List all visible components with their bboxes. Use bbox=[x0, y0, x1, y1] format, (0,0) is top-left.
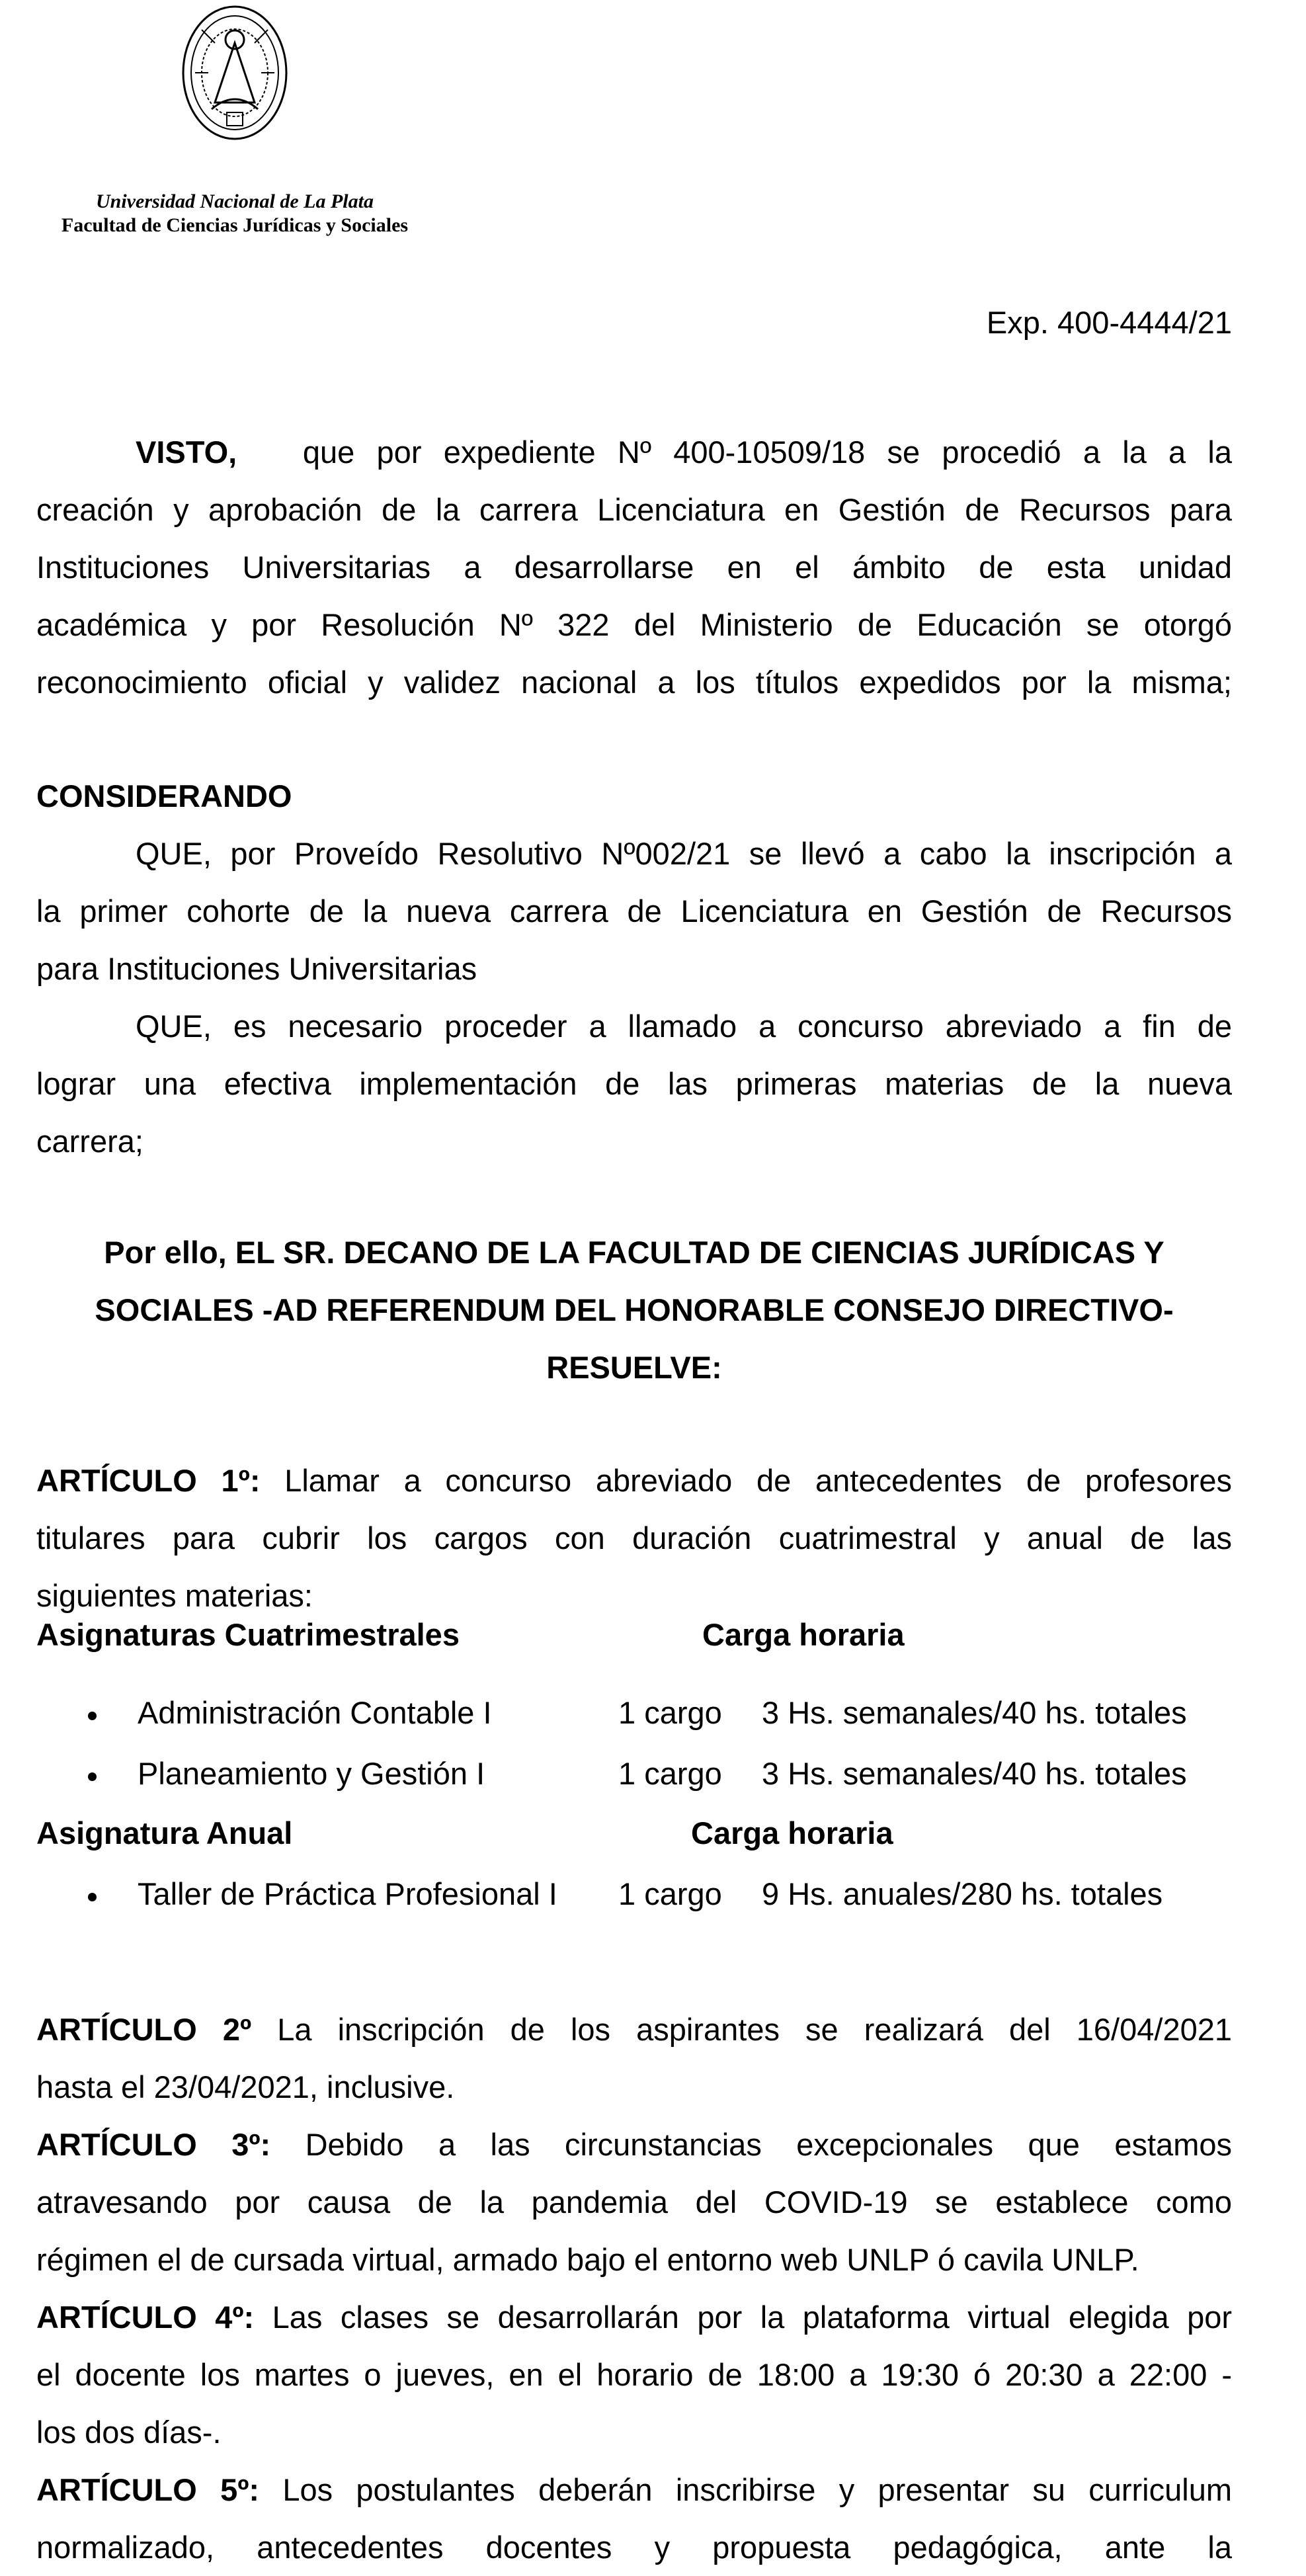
visto-label: VISTO, bbox=[136, 435, 237, 470]
institution-header bbox=[36, 190, 433, 237]
visto-paragraph bbox=[36, 423, 1232, 711]
articulos-2-5 bbox=[36, 2001, 1232, 2576]
resolution-line: SOCIALES -AD REFERENDUM DEL HONORABLE CONSEJO DIRECTIVO- bbox=[95, 1292, 1174, 1327]
resolution-heading bbox=[36, 1224, 1232, 1396]
university-name: Universidad Nacional de La Plata bbox=[96, 190, 374, 212]
articulo-1-line: Llamar a concurso abreviado de antecedentes de profesores bbox=[284, 1463, 1232, 1498]
subject-cargo: 1 cargo bbox=[618, 1876, 722, 1911]
subject-name: Planeamiento y Gestión I bbox=[138, 1756, 485, 1791]
subject-hours: 9 Hs. anuales/280 hs. totales bbox=[762, 1876, 1163, 1911]
articulo-2-line: hasta el 23/04/2021, inclusive. bbox=[36, 2069, 455, 2104]
considerando-line: QUE, es necesario proceder a llamado a concurso abreviado a fin de bbox=[136, 1009, 1232, 1044]
university-seal-icon bbox=[175, 3, 294, 149]
articulo-1-line: siguientes materias: bbox=[36, 1578, 313, 1613]
articulo-4-line: Las clases se desarrollarán por la plataforma virtual elegida por bbox=[272, 2300, 1233, 2335]
visto-line: reconocimiento oficial y validez nacional a los títulos expedidos por la misma; bbox=[36, 665, 1232, 700]
articulo-1-label: ARTÍCULO 1º: bbox=[36, 1463, 261, 1498]
articulo-1 bbox=[36, 1452, 1232, 1624]
articulo-2 bbox=[36, 2001, 1232, 2058]
articulo-5-line: normalizado, antecedentes docentes y propuesta pedagógica, ante la bbox=[36, 2530, 1232, 2565]
articulo-5 bbox=[36, 2461, 1232, 2518]
articulo-3-line: régimen el de cursada virtual, armado bajo el entorno web UNLP ó cavila UNLP. bbox=[36, 2242, 1139, 2277]
university-seal bbox=[175, 3, 294, 149]
carga-horaria-header: Carga horaria bbox=[691, 1815, 893, 1850]
visto-line: Instituciones Universitarias a desarrollarse en el ámbito de esta unidad bbox=[36, 550, 1232, 585]
bullet-icon bbox=[88, 1772, 97, 1781]
considerando-line: carrera; bbox=[36, 1124, 143, 1159]
bullet-icon bbox=[88, 1893, 97, 1901]
cuatrimestrales-header: Asignaturas Cuatrimestrales bbox=[36, 1617, 460, 1652]
articulo-2-line: La inscripción de los aspirantes se realizará del 16/04/2021 bbox=[277, 2012, 1232, 2047]
considerando-line: lograr una efectiva implementación de las primeras materias de la nueva bbox=[36, 1066, 1232, 1101]
visto-line: creación y aprobación de la carrera Licenciatura en Gestión de Recursos para bbox=[36, 492, 1232, 527]
visto-line: académica y por Resolución Nº 322 del Ministerio de Educación se otorgó bbox=[36, 607, 1232, 642]
resolution-line: RESUELVE: bbox=[546, 1350, 722, 1385]
anual-header: Asignatura Anual bbox=[36, 1815, 293, 1850]
articulo-3-label: ARTÍCULO 3º: bbox=[36, 2127, 271, 2162]
subject-cargo: 1 cargo bbox=[618, 1695, 722, 1730]
articulo-2-label: ARTÍCULO 2º bbox=[36, 2012, 252, 2047]
considerando-line: la primer cohorte de la nueva carrera de Licenciatura en Gestión de Recursos bbox=[36, 893, 1232, 929]
subject-name: Taller de Práctica Profesional I bbox=[138, 1876, 557, 1911]
faculty-name: Facultad de Ciencias Jurídicas y Sociales bbox=[61, 214, 409, 236]
articulo-4-line: el docente los martes o jueves, en el horario de 18:00 a 19:30 ó 20:30 a 22:00 - bbox=[36, 2357, 1232, 2392]
subject-cargo: 1 cargo bbox=[618, 1756, 722, 1791]
articulo-4 bbox=[36, 2288, 1232, 2346]
considerando-title: CONSIDERANDO bbox=[36, 778, 292, 813]
subject-hours: 3 Hs. semanales/40 hs. totales bbox=[762, 1695, 1187, 1730]
considerando-line: QUE, por Proveído Resolutivo Nº002/21 se llevó a cabo la inscripción a bbox=[136, 836, 1232, 871]
expediente-number: Exp. 400-4444/21 bbox=[986, 305, 1232, 340]
articulo-3 bbox=[36, 2116, 1232, 2173]
visto-line: que por expediente Nº 400-10509/18 se procedió a la a la bbox=[302, 435, 1232, 470]
subject-name: Administración Contable I bbox=[138, 1695, 492, 1730]
articulo-4-line: los dos días-. bbox=[36, 2415, 222, 2450]
articulo-3-line: Debido a las circunstancias excepcionales que estamos bbox=[305, 2127, 1232, 2162]
articulo-3-line: atravesando por causa de la pandemia del COVID-19 se establece como bbox=[36, 2184, 1232, 2220]
considerando-line: para Instituciones Universitarias bbox=[36, 951, 477, 986]
considerando-section bbox=[36, 767, 1232, 1170]
carga-horaria-header: Carga horaria bbox=[702, 1617, 905, 1652]
articulo-1-line: titulares para cubrir los cargos con duración cuatrimestral y anual de las bbox=[36, 1520, 1232, 1556]
subject-hours: 3 Hs. semanales/40 hs. totales bbox=[762, 1756, 1187, 1791]
articulo-4-label: ARTÍCULO 4º: bbox=[36, 2300, 255, 2335]
articulo-5-label: ARTÍCULO 5º: bbox=[36, 2472, 260, 2507]
resolution-line: Por ello, EL SR. DECANO DE LA FACULTAD DE CIENCIAS JURÍDICAS Y bbox=[104, 1235, 1164, 1270]
articulo-5-line: Los postulantes deberán inscribirse y presentar su curriculum bbox=[282, 2472, 1232, 2507]
bullet-icon bbox=[88, 1712, 97, 1720]
